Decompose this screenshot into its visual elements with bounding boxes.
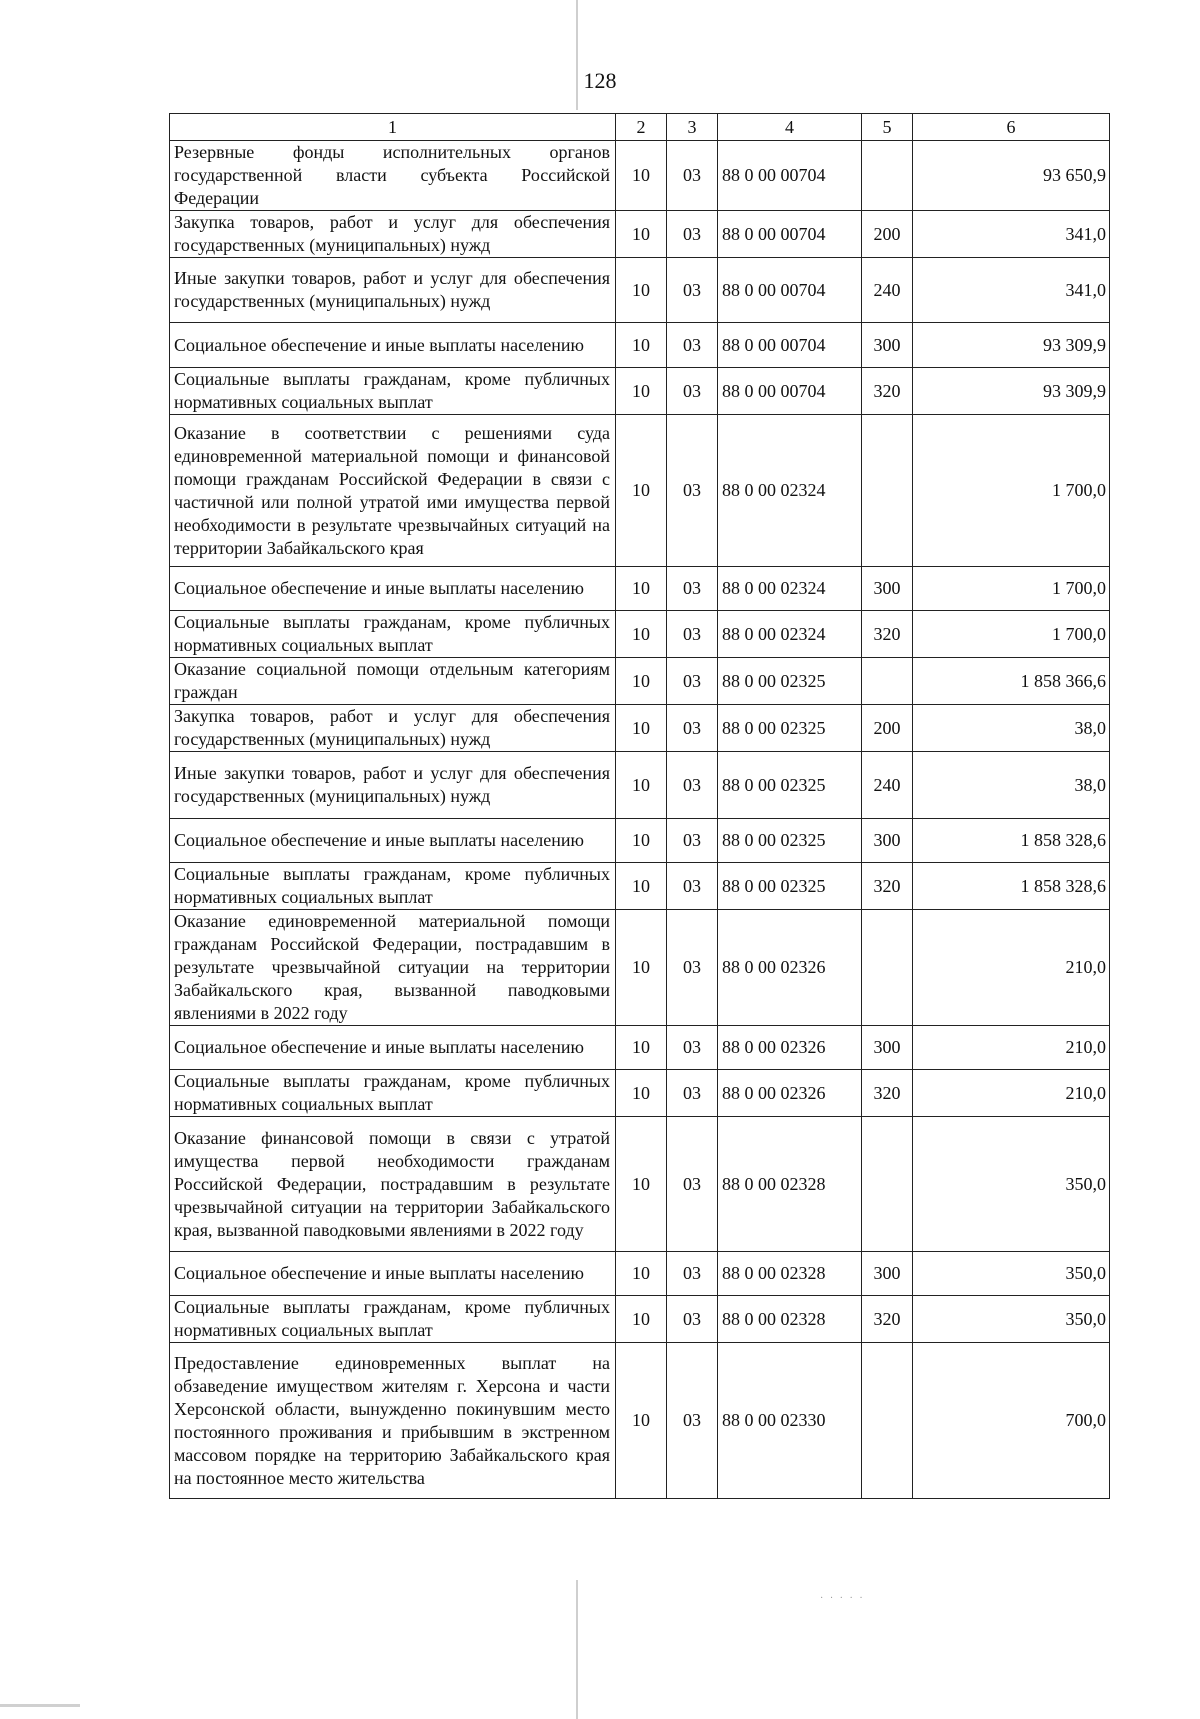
cell-subsection: 03: [667, 415, 718, 567]
table-row: [170, 863, 1110, 910]
cell-name: Оказание финансовой помощи в связи с утратой имущества первой необходимости гражданам Российской Федерации, пострадавшим в результате чрезвычайной ситуации на территории Забайкальского края, вызванной паводковыми явлениями в 2022 году: [170, 1117, 616, 1252]
cell-amount: 1 858 328,6: [913, 819, 1110, 863]
cell-section: 10: [616, 819, 667, 863]
cell-target-article: 88 0 00 00704: [718, 258, 862, 323]
cell-name: Социальные выплаты гражданам, кроме публичных нормативных социальных выплат: [170, 863, 616, 910]
cell-expense-type: 300: [862, 323, 913, 368]
cell-amount: 1 700,0: [913, 611, 1110, 658]
cell-target-article: 88 0 00 02326: [718, 1070, 862, 1117]
cell-name: Социальные выплаты гражданам, кроме публичных нормативных социальных выплат: [170, 611, 616, 658]
cell-subsection: 03: [667, 1026, 718, 1070]
cell-expense-type: 300: [862, 1252, 913, 1296]
cell-section: 10: [616, 141, 667, 211]
cell-amount: 38,0: [913, 752, 1110, 819]
cell-target-article: 88 0 00 02328: [718, 1252, 862, 1296]
cell-amount: 210,0: [913, 910, 1110, 1026]
table-row: [170, 1343, 1110, 1499]
cell-target-article: 88 0 00 02324: [718, 611, 862, 658]
scan-edge-mark: [0, 1704, 80, 1707]
cell-expense-type: 300: [862, 567, 913, 611]
cell-section: 10: [616, 658, 667, 705]
cell-amount: 350,0: [913, 1117, 1110, 1252]
table-header: [170, 114, 1110, 141]
cell-amount: 210,0: [913, 1070, 1110, 1117]
header-col-name: 1: [170, 114, 616, 141]
cell-expense-type: 320: [862, 863, 913, 910]
cell-subsection: 03: [667, 1070, 718, 1117]
table-row: [170, 1026, 1110, 1070]
cell-section: 10: [616, 1026, 667, 1070]
cell-section: 10: [616, 1117, 667, 1252]
cell-section: 10: [616, 705, 667, 752]
header-col-expense-type: 5: [862, 114, 913, 141]
cell-target-article: 88 0 00 02328: [718, 1117, 862, 1252]
cell-section: 10: [616, 1252, 667, 1296]
cell-subsection: 03: [667, 611, 718, 658]
cell-subsection: 03: [667, 658, 718, 705]
scan-fold-line-bottom: [576, 1580, 578, 1719]
cell-subsection: 03: [667, 863, 718, 910]
header-col-subsection: 3: [667, 114, 718, 141]
cell-subsection: 03: [667, 368, 718, 415]
cell-expense-type: 320: [862, 1070, 913, 1117]
cell-target-article: 88 0 00 02325: [718, 752, 862, 819]
cell-name: Социальное обеспечение и иные выплаты населению: [170, 819, 616, 863]
table-row: [170, 368, 1110, 415]
cell-target-article: 88 0 00 02326: [718, 910, 862, 1026]
cell-name: Иные закупки товаров, работ и услуг для обеспечения государственных (муниципальных) нужд: [170, 258, 616, 323]
cell-subsection: 03: [667, 141, 718, 211]
table-row: [170, 141, 1110, 211]
cell-name: Социальные выплаты гражданам, кроме публичных нормативных социальных выплат: [170, 1296, 616, 1343]
budget-table: [169, 113, 1110, 1499]
cell-target-article: 88 0 00 02325: [718, 658, 862, 705]
table-row: [170, 258, 1110, 323]
cell-section: 10: [616, 611, 667, 658]
cell-target-article: 88 0 00 02324: [718, 567, 862, 611]
cell-name: Социальное обеспечение и иные выплаты населению: [170, 1252, 616, 1296]
cell-name: Закупка товаров, работ и услуг для обеспечения государственных (муниципальных) нужд: [170, 211, 616, 258]
scan-artifact: · · · · ·: [820, 1593, 865, 1604]
cell-expense-type: 240: [862, 258, 913, 323]
table-row: [170, 658, 1110, 705]
cell-amount: 1 700,0: [913, 415, 1110, 567]
cell-expense-type: 200: [862, 211, 913, 258]
cell-amount: 210,0: [913, 1026, 1110, 1070]
cell-target-article: 88 0 00 02324: [718, 415, 862, 567]
cell-name: Закупка товаров, работ и услуг для обеспечения государственных (муниципальных) нужд: [170, 705, 616, 752]
table-body: [170, 141, 1110, 1499]
cell-name: Социальные выплаты гражданам, кроме публичных нормативных социальных выплат: [170, 1070, 616, 1117]
cell-amount: 341,0: [913, 258, 1110, 323]
table-row: [170, 752, 1110, 819]
cell-section: 10: [616, 323, 667, 368]
cell-target-article: 88 0 00 02330: [718, 1343, 862, 1499]
cell-expense-type: [862, 415, 913, 567]
cell-subsection: 03: [667, 819, 718, 863]
cell-expense-type: [862, 141, 913, 211]
cell-name: Социальное обеспечение и иные выплаты населению: [170, 1026, 616, 1070]
cell-expense-type: 320: [862, 611, 913, 658]
cell-expense-type: 300: [862, 1026, 913, 1070]
cell-name: Социальное обеспечение и иные выплаты населению: [170, 567, 616, 611]
table-row: [170, 415, 1110, 567]
cell-target-article: 88 0 00 00704: [718, 368, 862, 415]
cell-expense-type: 300: [862, 819, 913, 863]
cell-name: Оказание единовременной материальной помощи гражданам Российской Федерации, пострадавшим в результате чрезвычайной ситуации на территории Забайкальского края, вызванной паводковыми явлениями в 2022 году: [170, 910, 616, 1026]
header-row: [170, 114, 1110, 141]
cell-section: 10: [616, 863, 667, 910]
cell-section: 10: [616, 567, 667, 611]
cell-target-article: 88 0 00 00704: [718, 141, 862, 211]
cell-section: 10: [616, 258, 667, 323]
cell-target-article: 88 0 00 02328: [718, 1296, 862, 1343]
cell-target-article: 88 0 00 02325: [718, 863, 862, 910]
header-col-target-article: 4: [718, 114, 862, 141]
table-row: [170, 1252, 1110, 1296]
cell-amount: 93 650,9: [913, 141, 1110, 211]
table-row: [170, 1117, 1110, 1252]
table-row: [170, 567, 1110, 611]
cell-name: Социальное обеспечение и иные выплаты населению: [170, 323, 616, 368]
cell-name: Оказание социальной помощи отдельным категориям граждан: [170, 658, 616, 705]
table-row: [170, 323, 1110, 368]
cell-subsection: 03: [667, 567, 718, 611]
cell-subsection: 03: [667, 910, 718, 1026]
table-row: [170, 1070, 1110, 1117]
cell-subsection: 03: [667, 1343, 718, 1499]
cell-subsection: 03: [667, 752, 718, 819]
table-row: [170, 705, 1110, 752]
cell-name: Резервные фонды исполнительных органов государственной власти субъекта Российской Федерации: [170, 141, 616, 211]
cell-subsection: 03: [667, 1117, 718, 1252]
table-row: [170, 819, 1110, 863]
cell-section: 10: [616, 211, 667, 258]
page-number: 128: [583, 68, 617, 93]
cell-section: 10: [616, 910, 667, 1026]
cell-section: 10: [616, 752, 667, 819]
cell-target-article: 88 0 00 00704: [718, 323, 862, 368]
cell-amount: 1 858 328,6: [913, 863, 1110, 910]
cell-amount: 350,0: [913, 1252, 1110, 1296]
table-row: [170, 1296, 1110, 1343]
cell-amount: 93 309,9: [913, 323, 1110, 368]
cell-expense-type: [862, 910, 913, 1026]
cell-expense-type: 200: [862, 705, 913, 752]
header-col-amount: 6: [913, 114, 1110, 141]
cell-amount: 93 309,9: [913, 368, 1110, 415]
cell-expense-type: [862, 1117, 913, 1252]
cell-amount: 1 858 366,6: [913, 658, 1110, 705]
cell-subsection: 03: [667, 258, 718, 323]
cell-expense-type: [862, 1343, 913, 1499]
cell-name: Иные закупки товаров, работ и услуг для обеспечения государственных (муниципальных) нужд: [170, 752, 616, 819]
cell-subsection: 03: [667, 323, 718, 368]
cell-subsection: 03: [667, 1296, 718, 1343]
cell-section: 10: [616, 415, 667, 567]
cell-amount: 1 700,0: [913, 567, 1110, 611]
cell-section: 10: [616, 1296, 667, 1343]
cell-expense-type: 320: [862, 368, 913, 415]
cell-target-article: 88 0 00 02325: [718, 705, 862, 752]
table-row: [170, 611, 1110, 658]
cell-expense-type: [862, 658, 913, 705]
cell-subsection: 03: [667, 705, 718, 752]
table-row: [170, 910, 1110, 1026]
cell-expense-type: 320: [862, 1296, 913, 1343]
cell-name: Социальные выплаты гражданам, кроме публичных нормативных социальных выплат: [170, 368, 616, 415]
cell-target-article: 88 0 00 02326: [718, 1026, 862, 1070]
cell-section: 10: [616, 368, 667, 415]
cell-section: 10: [616, 1070, 667, 1117]
cell-amount: 700,0: [913, 1343, 1110, 1499]
table-row: [170, 211, 1110, 258]
cell-subsection: 03: [667, 211, 718, 258]
cell-amount: 350,0: [913, 1296, 1110, 1343]
cell-name: Предоставление единовременных выплат на обзаведение имуществом жителям г. Херсона и части Херсонской области, вынужденно покинувшим место постоянного проживания и прибывшим в экстренном массовом порядке на территорию Забайкальского края на постоянное место жительства: [170, 1343, 616, 1499]
cell-amount: 341,0: [913, 211, 1110, 258]
header-col-section: 2: [616, 114, 667, 141]
cell-amount: 38,0: [913, 705, 1110, 752]
cell-target-article: 88 0 00 00704: [718, 211, 862, 258]
cell-name: Оказание в соответствии с решениями суда единовременной материальной помощи и финансовой помощи гражданам Российской Федерации в связи с частичной или полной утратой ими имущества первой необходимости в результате чрезвычайных ситуаций на территории Забайкальского края: [170, 415, 616, 567]
cell-expense-type: 240: [862, 752, 913, 819]
cell-section: 10: [616, 1343, 667, 1499]
cell-target-article: 88 0 00 02325: [718, 819, 862, 863]
cell-subsection: 03: [667, 1252, 718, 1296]
